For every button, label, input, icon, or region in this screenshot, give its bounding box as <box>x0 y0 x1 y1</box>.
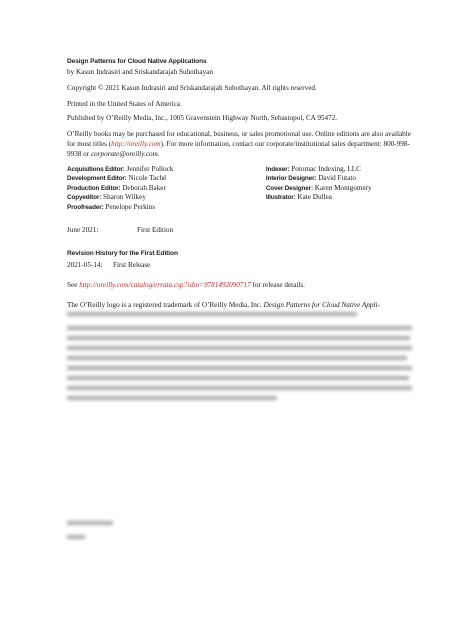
printed-in: Printed in the United States of America. <box>67 100 182 108</box>
credits-block <box>67 164 412 211</box>
credit-role: Development Editor: <box>67 175 127 183</box>
errata-link[interactable]: http://oreilly.com/catalog/errata.csp?isbn=9781492090717 <box>79 281 251 289</box>
edition-name: First Edition <box>137 226 174 234</box>
credit-name: Penelope Perkins <box>105 202 156 211</box>
credit-row <box>266 192 412 201</box>
errata-prefix: See <box>67 281 80 289</box>
credit-name: Nicole Taché <box>128 174 167 183</box>
credit-role: Proofreader: <box>67 203 104 211</box>
blurred-disclaimer-paragraph <box>67 324 412 404</box>
copyright-notice: Copyright © 2021 Kasun Indrasiri and Sriskandarajah Suhothayan. All rights reserved. <box>67 84 317 92</box>
trademark-suffix: - <box>377 301 380 309</box>
credit-row <box>67 192 266 201</box>
credit-name: Kate Dullea <box>297 193 332 202</box>
trademark-book-title: Design Patterns for Cloud Native Appli <box>263 301 378 309</box>
revision-history-title: Revision History for the First Edition <box>67 250 178 257</box>
credits-left-column <box>67 164 266 211</box>
credit-row <box>266 173 412 182</box>
credit-role: Indexer: <box>265 166 290 173</box>
credit-name: Karen Montgomery <box>314 183 372 192</box>
sales-text-1: O’Reilly books may be purchased for educational, business, or sales promotional use. Online editions are also available for most titles ( <box>67 130 411 148</box>
blurred-text-line <box>67 309 357 316</box>
credit-name: David Futato <box>318 174 356 183</box>
corporate-email[interactable]: corporate@oreilly.com <box>90 150 158 158</box>
credit-row <box>266 164 412 173</box>
credit-name: Potomac Indexing, LLC <box>291 165 361 173</box>
credit-role: Interior Designer: <box>265 175 317 183</box>
credits-right-column <box>266 164 412 211</box>
oreilly-link[interactable]: http://oreilly.com <box>111 140 161 148</box>
trademark-prefix: The O’Reilly logo is a registered trademark of O’Reilly Media, Inc. <box>67 301 264 309</box>
edition-line <box>67 225 267 235</box>
sales-paragraph <box>67 129 412 159</box>
revision-note: First Release <box>113 261 151 269</box>
credit-name: Sharon Wilkey <box>103 193 146 202</box>
credit-row <box>67 202 266 211</box>
credit-row <box>67 183 266 192</box>
credit-role: Acquisitions Editor: <box>67 166 125 173</box>
sales-text-2: ). For more information, contact our corporate/institutional sales department: 800-998-9938 or <box>67 140 410 158</box>
credit-name: Jennifer Pollock <box>126 165 174 173</box>
credit-name: Deborah Baker <box>122 183 166 192</box>
book-title: Design Patterns for Cloud Native Applications <box>67 58 207 65</box>
errata-line <box>67 280 305 290</box>
credit-role: Cover Designer: <box>265 184 313 192</box>
edition-date: June 2021: <box>67 226 99 234</box>
credit-role: Copyeditor: <box>67 194 102 202</box>
credit-row <box>266 183 412 192</box>
credit-row <box>67 164 266 173</box>
credit-row <box>67 173 266 182</box>
credit-role: Illustrator: <box>265 194 296 202</box>
byline: by Kasun Indrasiri and Sriskandarajah Suhothayan <box>67 68 213 76</box>
errata-suffix: for release details. <box>250 281 305 289</box>
blurred-print-code <box>67 532 85 539</box>
revision-date: 2021-05-14: <box>67 261 103 269</box>
sales-text-3: . <box>157 150 160 158</box>
credit-role: Production Editor: <box>67 184 121 192</box>
publisher-address: Published by O’Reilly Media, Inc., 1005 Gravenstein Highway North, Sebastopol, CA 95472. <box>67 114 338 122</box>
blurred-isbn <box>67 518 113 525</box>
revision-row <box>67 260 267 270</box>
